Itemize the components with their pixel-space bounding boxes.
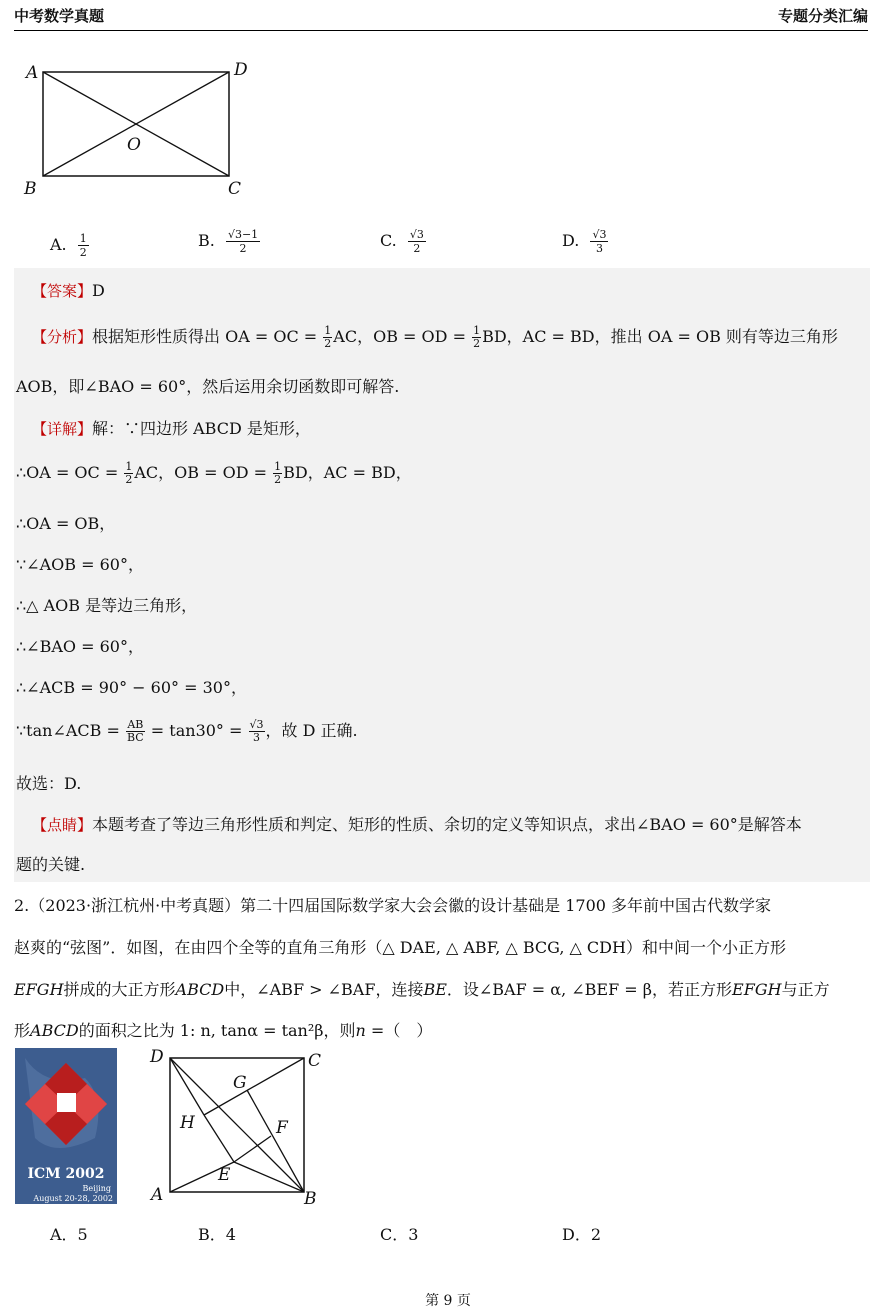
- q2-line-3: EFGH拼成的大正方形ABCD中，∠ABF > ∠BAF，连接BE．设∠BAF = α, ∠BEF = β，若正方形EFGH与正方: [14, 980, 830, 999]
- answer-tag: 【答案】: [32, 282, 93, 300]
- label-d: D: [234, 60, 248, 80]
- fig2-label-c: C: [308, 1051, 322, 1071]
- fig2-label-a: A: [151, 1185, 164, 1205]
- half-fraction: $\frac{1}{2}$: [274, 460, 282, 486]
- half-fraction: $\frac{1}{2}$: [324, 324, 332, 350]
- choice-d-letter: D.: [562, 231, 580, 250]
- fig2-label-f: F: [276, 1118, 288, 1138]
- q2-line-4: 形ABCD的面积之比为 1: n, tanα = tan²β，则n =（ ）: [14, 1021, 433, 1040]
- comment-line-1: 【点睛】本题考查了等边三角形性质和判定、矩形的性质、余切的定义等知识点，求出∠BAO = 60°是解答本: [32, 815, 802, 834]
- step-2: ∴OA = OB，: [16, 514, 116, 533]
- step-6: ∴∠ACB = 90° − 60° = 30°，: [16, 678, 247, 697]
- sqrt3-3-fraction: $\frac{√3}{3}$: [249, 718, 264, 744]
- answer-value: D: [92, 281, 105, 300]
- choice-c-fraction: $\frac{√3}{2}$: [409, 228, 424, 255]
- label-a: A: [26, 63, 39, 83]
- header-left-title: 中考数学真题: [14, 7, 105, 25]
- fig2-label-e: E: [218, 1165, 231, 1185]
- analysis-tag: 【分析】: [32, 328, 93, 346]
- q2-choice-a[interactable]: A．5: [50, 1225, 88, 1244]
- fig2-label-g: G: [233, 1073, 247, 1093]
- analysis-line-2: AOB，即∠BAO = 60°，然后运用余切函数即可解答.: [16, 377, 400, 396]
- choice-c[interactable]: [380, 228, 426, 255]
- choice-a-fraction: $\frac{1}{2}$: [79, 232, 87, 259]
- line-gb: [247, 1090, 304, 1192]
- step-4: ∴△ AOB 是等边三角形，: [16, 596, 198, 615]
- half-fraction: $\frac{1}{2}$: [125, 460, 133, 486]
- line-he: [204, 1115, 234, 1162]
- comment-line-2: 题的关键.: [16, 855, 86, 874]
- q2-line-2: 赵爽的“弦图”．如图，在由四个全等的直角三角形（△ DAE, △ ABF, △ BCG, △ CDH）和中间一个小正方形: [14, 938, 786, 957]
- choice-a-letter: A.: [50, 235, 67, 254]
- fig2-label-h: H: [180, 1113, 195, 1133]
- label-b: B: [24, 179, 37, 199]
- logo-title: ICM 2002: [27, 1166, 105, 1182]
- choice-d[interactable]: [562, 228, 608, 255]
- logo-dates: August 20-28, 2002: [33, 1194, 113, 1203]
- zhao-shuang-figure: [0, 0, 340, 1210]
- q2-choice-d[interactable]: D．2: [562, 1225, 602, 1244]
- analysis-line-1: 【分析】根据矩形性质得出 OA = OC = $\frac{1}{2}$ AC，OB = OD = $\frac{1}{2}$ BD，AC = BD，推出 OA = OB 则有等边三角形: [32, 324, 838, 350]
- choice-b-fraction: $\frac{√3-1}{2}$: [227, 228, 259, 255]
- step-1: ∴OA = OC = $\frac{1}{2}$ AC，OB = OD = $\frac{1}{2}$ BD，AC = BD，: [16, 460, 412, 486]
- logo-city: Beijing: [82, 1184, 111, 1193]
- choice-b-letter: B.: [198, 231, 215, 250]
- ab-bc-fraction: $\frac{AB}{BC}$: [127, 718, 144, 744]
- step-7: ∵tan∠ACB = $\frac{AB}{BC}$ = tan30° = $\frac{√3}{3}$ ，故 D 正确.: [16, 718, 358, 744]
- detail-line-1: 【详解】解：∵四边形 ABCD 是矩形，: [32, 419, 311, 438]
- choice-c-letter: C.: [380, 231, 397, 250]
- line-eb: [234, 1162, 304, 1192]
- fig2-label-d: D: [150, 1047, 164, 1067]
- label-o: O: [127, 135, 141, 155]
- step-5: ∴∠BAO = 60°，: [16, 637, 144, 656]
- line-hc: [204, 1058, 304, 1115]
- choice-d-fraction: $\frac{√3}{3}$: [592, 228, 607, 255]
- half-fraction: $\frac{1}{2}$: [473, 324, 481, 350]
- detail-tag: 【详解】: [32, 420, 93, 438]
- q2-choice-b[interactable]: B．4: [198, 1225, 236, 1244]
- page-number: 第 9 页: [425, 1293, 471, 1309]
- fig2-label-b: B: [304, 1189, 317, 1209]
- comment-tag: 【点睛】: [32, 816, 93, 834]
- select-line: 故选：D.: [16, 774, 82, 793]
- q2-choice-c[interactable]: C．3: [380, 1225, 419, 1244]
- q2-line-1: 2.（2023·浙江杭州·中考真题）第二十四届国际数学家大会会徽的设计基础是 1700 多年前中国古代数学家: [14, 896, 772, 915]
- header-right-title: 专题分类汇编: [777, 7, 868, 25]
- label-c: C: [228, 179, 242, 199]
- step-3: ∵∠AOB = 60°，: [16, 555, 144, 574]
